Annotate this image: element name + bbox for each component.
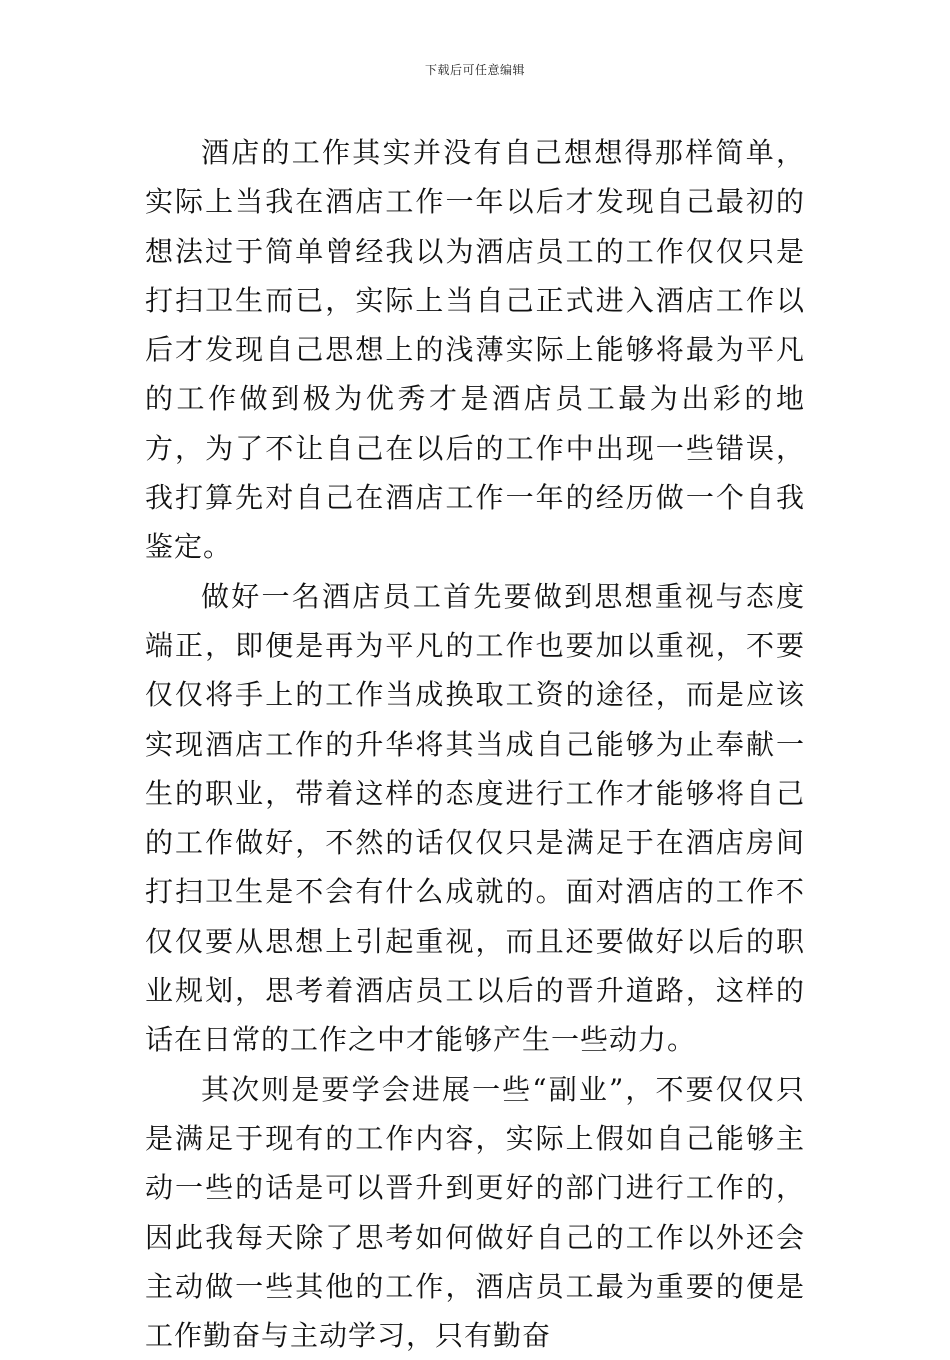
paragraph-2: 做好一名酒店员工首先要做到思想重视与态度端正，即便是再为平凡的工作也要加以重视，不要仅仅将手上的工作当成换取工资的途径，而是应该实现酒店工作的升华将其当成自己能够为止奉献一生的职业，带着这样的态度进行工作才能够将自己的工作做好，不然的话仅仅只是满足于在酒店房间打扫卫生是不会有什么成就的。面对酒店的工作不仅仅要从思想上引起重视，而且还要做好以后的职业规划，思考着酒店员工以后的晋升道路，这样的话在日常的工作之中才能够产生一些动力。 [145, 579, 805, 1057]
document-body [145, 128, 805, 1353]
page-header: 下载后可任意编辑 [424, 63, 525, 77]
paragraph-1: 酒店的工作其实并没有自己想想得那样简单，实际上当我在酒店工作一年以后才发现自己最初的想法过于简单曾经我以为酒店员工的工作仅仅只是打扫卫生而已，实际上当自己正式进入酒店工作以后才发现自己思想上的浅薄实际上能够将最为平凡的工作做到极为优秀才是酒店员工最为出彩的地方，为了不让自己在以后的工作中出现一些错误，我打算先对自己在酒店工作一年的经历做一个自我鉴定。 [145, 136, 805, 564]
paragraph-3: 其次则是要学会进展一些“副业”，不要仅仅只是满足于现有的工作内容，实际上假如自己能够主动一些的话是可以晋升到更好的部门进行工作的，因此我每天除了思考如何做好自己的工作以外还会主动做一些其他的工作，酒店员工最为重要的便是工作勤奋与主动学习，只有勤奋 [145, 1072, 805, 1353]
